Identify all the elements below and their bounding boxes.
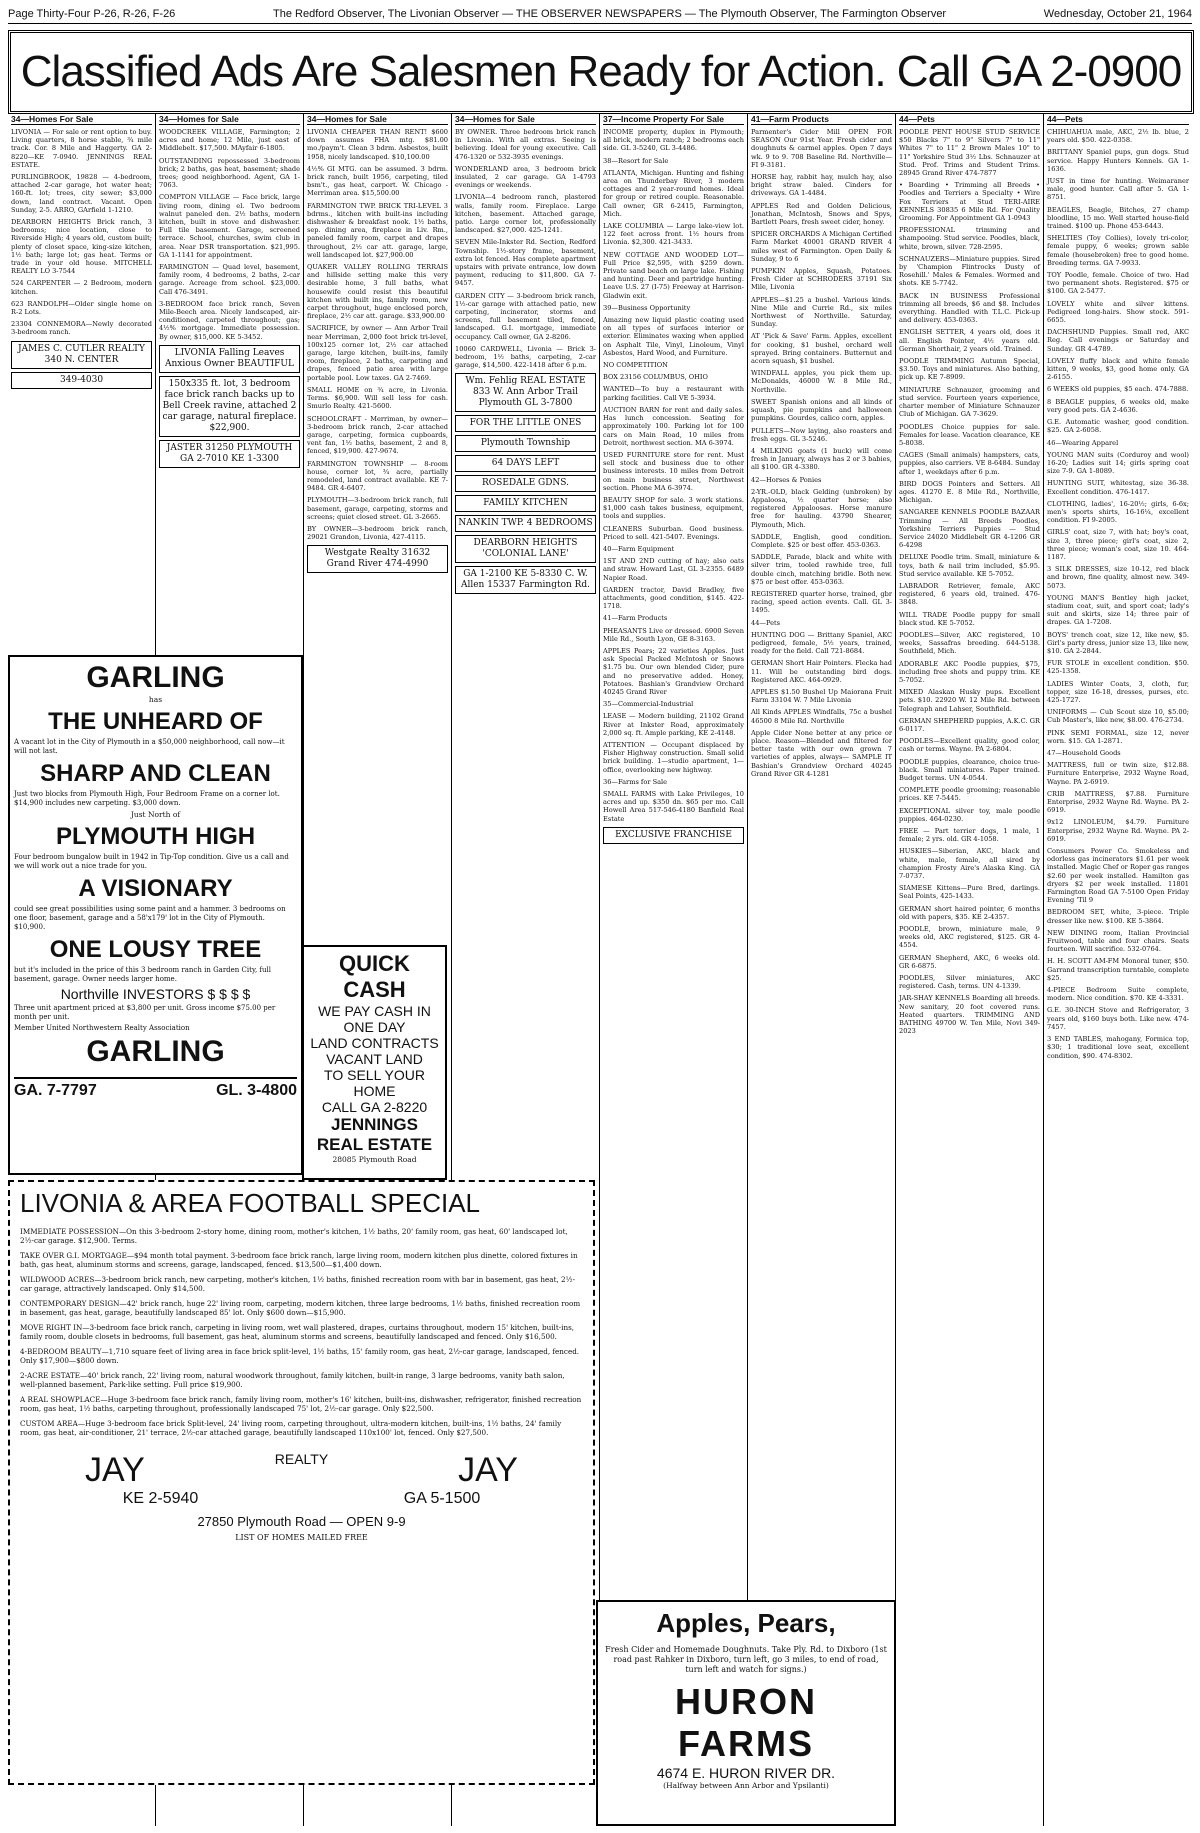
listing-item: CUSTOM AREA—Huge 3-bedroom face brick Split-level, 24' living room, carpeting throughout, ultra-modern kitchen, built-ins, 1½ baths, 24' family room, gas heat, air-conditioner, 21' terrace, 2½-car attached garage, beautifully landscaped 110x100' lot, fenced. Only $27,500.	[20, 1419, 562, 1437]
listing-item: A REAL SHOWPLACE—Huge 3-bedroom face brick ranch, family living room, mother's 16' kitchen, built-ins, dishwasher, refrigerator, finished recreation room, gas heat, 1½ baths, carpeting throughout, professionally landscaped 75' lot, 2½-car garage. Only $22,500.	[20, 1395, 582, 1413]
display-ad: Westgate Realty 31632 Grand River 474-4990	[307, 545, 448, 573]
classified-ad: BACK IN BUSINESS Professional trimming all breeds, $6 and $8. Includes everything. Handled with T.L.C. Pick-up and delivery. 453-0363.	[899, 291, 1040, 325]
jay-phone: GA 5-1500	[403, 1490, 481, 1507]
garling-heading: ONE LOUSY TREE	[49, 936, 262, 963]
classified-ad: CLEANERS Suburban. Good business. Priced to sell. 421-5407. Evenings.	[603, 524, 744, 541]
classified-ad: NEW COTTAGE AND WOODED LOT—Full Price $2,595, with $259 down. Private sand beach on large lake. Fishing and hunting. Deer and partridge hunting. Leave U.S. 27 (I-75) Freeway at Harrison-Gladwin exit.	[603, 250, 744, 300]
garling-text: Just two blocks from Plymouth High, Four Bedroom Frame on a corner lot. $14,900 includes new carpeting. $3,000 down.	[14, 790, 280, 807]
classified-ad: FARMINGTON TOWNSHIP — 8-room house, corner lot, ¾ acre, partially remodeled, land contract available. KE 7-9484. GR 4-6407.	[307, 459, 448, 493]
section-heading: 34—Homes For Sale	[11, 114, 152, 125]
classified-ad: 36—Farms for Sale	[603, 777, 668, 786]
classified-ad: SMALL HOME on ¾ acre, in Livonia. Terms. $6,900. Will sell less for cash. Smurlo Realty. 421-5600.	[307, 385, 448, 411]
listing-item: CONTEMPORARY DESIGN—42' brick ranch, huge 22' living room, carpeting, modern kitchen, three large bedrooms, 1½ baths, finished recreation room in basement, gas heat, garage, beautifully landscaped 85' lot. Only $600 down—$15,900.	[20, 1299, 581, 1317]
display-ad: EXCLUSIVE FRANCHISE	[603, 827, 744, 844]
classified-ad: GARDEN CITY — 3-bedroom brick ranch, 1½-car garage with attached patio, new carpeting, incinerator, storms and screens, full basement tiled, fenced, landscaped. G.I. mortgage, immediate occupancy. Call owner, GA 2-8206.	[455, 291, 596, 341]
classified-ad: POODLE PENT HOUSE STUD SERVICE $50 Blacks 7" to 9" Silvers 7" to 11" Whites 7" to 11" 2 Brown Males 10" to 11" Yorkshire Stud 3½ Lbs. Schnauzer at Stud. Prof. Trims and Student Trims. 28945 Grand River 474-7877	[899, 128, 1040, 178]
classified-ad: COMPLETE poodle grooming; reasonable prices. KE 7-5445.	[899, 786, 1040, 803]
classified-ad: G.E. Automatic washer, good condition. $25. GA 2-6058.	[1047, 418, 1189, 435]
classified-ad: USED FURNITURE store for rent. Must sell stock and business due to other business interests. 10 miles from Detroit on main business street, Northwest section. Phone MA 6-3974.	[603, 450, 744, 492]
classified-column	[600, 114, 748, 1826]
display-ad: Wm. Fehlig REAL ESTATE 833 W. Ann Arbor Trail Plymouth GL 3-7800	[455, 373, 596, 412]
classified-ad: COMPTON VILLAGE — Face brick, large living room, dining el. Two bedroom walnut paneled den. 2½ baths, modern kitchen, built in stove and dishwasher. Full tile basement. Garage, screened terrace. School, churches, swim club in area. Near DSR transportation. $21,995. GA 1-1141 for appointment.	[159, 193, 300, 259]
classified-ad: PULLETS—Now laying, also roasters and fresh eggs. GL 3-5246.	[751, 426, 892, 443]
section-heading: 44—Pets	[1047, 114, 1189, 125]
classified-ad: LADIES Winter Coats, 3, cloth, fur, topper, size 16-18, dresses, purses, etc. 425-1727.	[1047, 679, 1189, 704]
garling-heading: Just North of	[130, 810, 181, 819]
classified-ad: POODLE TRIMMING Autumn Special, $3.50. Toys and miniatures. Also bathing, pick up. KE 7-8909.	[899, 357, 1040, 382]
huron-title: Apples, Pears,	[656, 1608, 836, 1638]
huron-name: HURON FARMS	[675, 1681, 817, 1764]
classified-ad: 38—Resort for Sale	[603, 156, 669, 165]
garling-text: but it's included in the price of this 3 bedroom ranch in Garden City, full basement, garage. Owner needs larger home.	[14, 966, 271, 983]
garling-text: A vacant lot in the City of Plymouth in a $50,000 neighborhood, call now—it will not last.	[14, 738, 285, 755]
listing-item: IMMEDIATE POSSESSION—On this 3-bedroom 2-story home, dining room, mother's kitchen, 1½ baths, 20' family room, gas heat, 60' landscaped lot, 2½-car garage. $12,900. Terms.	[20, 1227, 568, 1245]
jay-address: 27850 Plymouth Road — OPEN 9-9	[197, 1514, 406, 1529]
classified-ad: 4-PIECE Bedroom Suite complete, modern. Nice condition. $70. KE 4-3331.	[1047, 986, 1189, 1003]
classified-ad: POODLE puppies, clearance, choice true-black. Small miniatures. Paper trained. Budget terms. UN 4-0544.	[899, 757, 1040, 783]
classified-ad: EXCEPTIONAL silver toy, male poodle puppies. 464-0230.	[899, 806, 1040, 823]
garling-phone: GA. 7-7797	[14, 1082, 97, 1099]
classified-ad: POODLES, Silver miniatures, AKC registered. Cash, terms. UN 4-1339.	[899, 974, 1040, 991]
classified-ad: APPLES—$1.25 a bushel. Various kinds. Nine Mile and Currie Rd., six miles Northwest of Northville. Saturday, Sunday.	[751, 295, 892, 329]
section-heading: 34—Homes for Sale	[159, 114, 300, 125]
quick-line: JENNINGS REAL ESTATE	[316, 1115, 433, 1154]
classified-ad: QUAKER VALLEY ROLLING TERRAIS and hillside setting make this very desirable home, 3 full baths, what housewife could resist this beautiful kitchen with built ins, family room, new carpet throughout, huge enclosed porch, fireplace, 2½ car att. garage. $33,900.00	[307, 263, 448, 321]
classified-ad: MIXED Alaskan Husky pups. Excellent pets. $10. 22920 W. 12 Mile Rd. between Telegraph and Lahser, Southfield.	[899, 688, 1040, 713]
classified-ad: PINK SEMI FORMAL, size 12, never worn. $15. GA 1-2871.	[1047, 728, 1189, 745]
classified-ad: HUSKIES—Siberian, AKC, black and white, male, female, all sired by champion Frosty Aire's Alaska King. GA 7-0737.	[899, 847, 1040, 881]
display-ad: GA 1-2100 KE 5-8330 C. W. Allen 15337 Farmington Rd.	[455, 566, 596, 594]
classified-ad: ENGLISH SETTER, 4 years old, does it all. English Pointer, 4½ years old. German Shorthair, 2 years old. Trained.	[899, 328, 1040, 353]
paper-names: The Redford Observer, The Livonian Observer — THE OBSERVER NEWSPAPERS — The Plymouth Observer, The Farmington Observer	[273, 8, 947, 20]
listing-item: MOVE RIGHT IN—3-bedroom face brick ranch, carpeting in living room, wet wall plastered, drapes, curtains throughout, modern 15' kitchen, built-ins, family room, double closets in bedrooms, full basement, gas heat, aluminum storms and screens, beautifully landscaped and fenced. Only $16,500.	[20, 1323, 575, 1341]
classified-column	[748, 114, 896, 1826]
classified-ad: BY OWNER. Three bedroom brick ranch in Livonia. With all extras. Seeing is believing. Ideal for young executive. Call 476-1320 or 532-3935 evenings.	[455, 128, 596, 161]
classified-ad: NO COMPETITION	[603, 361, 668, 370]
classified-ad: 10060 CARDWELL, Livonia — Brick 3-bedroom, 1½ baths, carpeting, 2-car garage, $14,500. 422-1418 after 6 p.m.	[455, 344, 596, 370]
classified-banner: Classified Ads Are Salesmen Ready for Action. Call GA 2-0900	[8, 30, 1194, 114]
classified-ad: • Boarding • Trimming all Breeds • Poodles and Terriers a Specialty • Wire Fox Terriers at Stud TERI-AIRE KENNELS 30835 6 Mile Rd. For Quality Grooming. For Appointment GA 1-0943	[899, 181, 1040, 223]
classified-ad: WILL TRADE Poodle puppy for small black stud. KE 5-7052.	[899, 610, 1040, 627]
classified-ad: All Kinds APPLES Windfalls, 75c a bushel 46500 8 Mile Rd. Northville	[751, 708, 892, 725]
classified-ad: HUNTING DOG — Brittany Spaniel, AKC pedigreed, female, 5½ years, trained, ready for the field. Call 721-8684.	[751, 630, 892, 656]
classified-ad: 8 BEAGLE puppies, 6 weeks old, make very good pets. GA 2-4636.	[1047, 397, 1189, 414]
classified-ad: DACHSHUND Puppies. Small red, AKC Reg. Call evenings or Saturday and Sunday. GR 4-4789.	[1047, 328, 1189, 353]
classified-ad: 6 WEEKS old puppies, $5 each. 474-7888.	[1047, 385, 1189, 394]
classified-ad: 2-YR.-OLD, black Gelding (unbroken) by Appaloosa, ½ quarter horse; also registered Appaloosas. Horse manure free for hauling. 43790 Shearer, Plymouth, Mich.	[751, 487, 892, 529]
classified-ad: GARDEN tractor, David Bradley, five attachments, good condition, $145. 422-1718.	[603, 585, 744, 611]
section-heading: 44—Pets	[899, 114, 1040, 125]
classified-ad: POODLES—Excellent quality, good color, cash or terms. Wayne. PA 2-6804.	[899, 737, 1040, 754]
classified-ad: BIRD DOGS Pointers and Setters. All ages. 41270 E. 8 Mile Rd., Northville, Michigan.	[899, 479, 1040, 505]
classified-ad: 39—Business Opportunity	[603, 303, 691, 312]
display-ad: 150x335 ft. lot, 3 bedroom face brick ranch backs up to Bell Creek ravine, attached 2 car garage, natural fireplace. $22,900.	[159, 376, 300, 437]
classified-ad: 41—Farm Products	[603, 614, 668, 623]
classified-ad: LIVONIA CHEAPER THAN RENT! $600 down assumes FHA mtg. $81.00 mo./paym't. Clean 3 bdrm. Asbestos, built 1958, nicely landscaped. $10,100.00	[307, 128, 448, 161]
classified-ad: 23304 CONNEMORA—Newly decorated 3-bedroom ranch.	[11, 320, 152, 337]
classified-ad: 47—Household Goods	[1047, 749, 1121, 757]
classified-ad: 44—Pets	[751, 618, 781, 627]
classified-ad: 9x12 LINOLEUM, $4.79. Furniture Enterprise, 2932 Wayne Rd. Wayne. PA 2-6919.	[1047, 818, 1189, 843]
classified-ad: HORSE hay, rabbit hay, mulch hay, also bright straw baled. Cinders for driveways. GA 1-4484.	[751, 173, 892, 198]
classified-ad: AUCTION BARN for rent and daily sales. Has lunch concession. Seating for approximately 100. Parking lot for 100 cars on Main Road, 10 miles from Detroit, northwest section. MA 6-3974.	[603, 405, 744, 447]
classified-ad: HUNTING SUIT, whitestag, size 36-38. Excellent condition. 476-1417.	[1047, 479, 1189, 496]
quick-line: WE PAY CASH IN ONE DAY	[318, 1003, 431, 1035]
classified-ad: PHEASANTS Live or dressed. 6900 Seven Mile Rd., South Lyon, GE 8-3163.	[603, 626, 744, 643]
display-ad: LIVONIA Falling Leaves Anxious Owner BEAUTIFUL	[159, 345, 300, 373]
classified-ad: ATLANTA, Michigan. Hunting and fishing area on Thunderbay River, 3 modern cottages and 2 year-round homes. Ideal for group or retired couple. Reasonable. Call owner, GR 6-2415, Farmington, Mich.	[603, 168, 744, 218]
classified-ad: INCOME property, duplex in Plymouth; all brick, modern ranch; 2 bedrooms each side. GL 3-5240, GL 3-4486.	[603, 128, 744, 153]
listing-item: 2-ACRE ESTATE—40' brick ranch, 22' living room, natural woodwork throughout, family kitchen, built-in range, 3 large bedrooms, vanity bath salon, well-planned basement, Park-like setting. Full price $19,900.	[20, 1371, 565, 1389]
classified-ad: DEARBORN HEIGHTS Brick ranch, 3 bedrooms; nice location, close to Riverside High; 4 years old, custom built; plenty of closet space, king-size kitchen, 1½ bath; large lot; gas heat. Terms or trade in your old house. MITCHELL REALTY LO 3-7544	[11, 218, 152, 276]
section-heading: 34—Homes for Sale	[307, 114, 448, 125]
classified-ad: 42—Horses & Ponies	[751, 475, 822, 484]
quick-line: CALL GA 2-8220	[321, 1099, 428, 1115]
garling-title: GARLING	[86, 1035, 225, 1068]
classified-ad: BY OWNER—3-bedroom brick ranch, 29021 Grandon, Livonia, 427-4115.	[307, 524, 448, 542]
classified-ad: 35—Commercial-Industrial	[603, 700, 694, 709]
classified-ad: GERMAN Shepherd, AKC, 6 weeks old. GR 6-6875.	[899, 953, 1040, 970]
quick-cash-ad	[302, 945, 447, 1180]
classified-ad: SADDLE, Parade, black and white with silver trim, tooled rawhide tree, full double cinch, matching bridle. Both new. $75 or best offer. 453-0363.	[751, 553, 892, 586]
classified-ad: LEASE — Modern building, 21102 Grand River at Inkster Road, approximately 2,000 sq. ft. Ample parking, KE 2-4148.	[603, 712, 744, 737]
garling-heading: Northville INVESTORS $ $ $ $	[60, 986, 251, 1002]
garling-heading: SHARP AND CLEAN	[40, 760, 271, 787]
display-ad: JAMES C. CUTLER REALTY 340 N. CENTER	[11, 341, 152, 369]
classified-ad: LIVONIA — For sale or rent option to buy. Living quarters, 8 horse stable, ¾ mile track. Cor. 8 Mile and Haggerty. GA 2-8220—KE 7-0940. JENNINGS REAL ESTATE.	[11, 128, 152, 169]
listing-item: WILDWOOD ACRES—3-bedroom brick ranch, new carpeting, mother's kitchen, 1½ baths, finished recreation room with bar in basement, gas heat, 2½-car garage, attractively landscaped. Only $14,500.	[20, 1275, 575, 1293]
classified-ad: CRIB MATTRESS, $7.88. Furniture Enterprise, 2932 Wayne Rd. Wayne. PA 2-6919.	[1047, 789, 1189, 815]
classified-ad: NEW DINING room, Italian Provincial Fruitwood, table and four chairs. Seats fourteen. Will sacrifice. 532-0764.	[1047, 928, 1189, 954]
classified-ad: H. H. SCOTT AM-FM Monoral tuner, $50. Garrand transcription turntable, complete $25.	[1047, 957, 1189, 982]
classified-column	[896, 114, 1044, 1826]
classified-ad: SHELTIES (Toy Collies), lovely tri-color, female puppy, 6 weeks; grown sable female (housebroken) free to good home. Breeding terms. GA 7-9933.	[1047, 234, 1189, 267]
garling-heading: A VISIONARY	[78, 875, 233, 902]
classified-ad: WINDFALL apples, you pick them up. McDonalds, 46000 W. 8 Mile Rd., Northville.	[751, 369, 892, 394]
garling-has: has	[148, 695, 163, 704]
classified-ad: MATTRESS, full or twin size, $12.88. Furniture Enterprise, 2932 Wayne Road, Wayne. PA 2-6919.	[1047, 761, 1189, 786]
classified-ad: APPLES Red and Golden Delicious, Jonathan, McIntosh, Snows and Spys, Bartlett Pears, fresh sweet cider, honey.	[751, 201, 892, 227]
garling-text: Four bedroom bungalow built in 1942 in Tip-Top condition. Give us a call and we will work out a nice trade for you.	[14, 853, 289, 870]
classified-ad: SCHOOLCRAFT - Merriman, by owner—3-bedroom brick ranch, 2-car attached garage, carpeting, formica cupboards, vent fan, 1½ baths, basement, 2 and 8, fenced, $19,900. 427-9674.	[307, 414, 448, 456]
classified-ad: SCHNAUZERS—Miniature puppies. Sired by 'Champion Flintrocks Dusty of Rosehill.' Males & Females. Wormed and shots. KE 5-7742.	[899, 254, 1040, 288]
classified-ad: 3 SILK DRESSES, size 10-12, red black and brown, fine quality, almost new. 349-5073.	[1047, 565, 1189, 590]
classified-ad: SPICER ORCHARDS A Michigan Certified Farm Market 40001 GRAND RIVER 4 miles west of Farmington. Open Daily & Sunday, 9 to 6	[751, 230, 892, 263]
issue-date: Wednesday, October 21, 1964	[1043, 8, 1192, 20]
classified-ad: APPLES $1.50 Bushel Up Maiorana Fruit Farm 33104 W. 7 Mile Livonia	[751, 687, 892, 705]
classified-ad: WOODCREEK VILLAGE, Farmington; 2 acres and home; 12 Mile, just east of Middlebelt. $17,500. MAyfair 6-1805.	[159, 128, 300, 153]
classified-ad: GERMAN SHEPHERD puppies, A.K.C. GR 6-0117.	[899, 716, 1040, 733]
jay-right: JAY	[458, 1451, 518, 1489]
classified-ad: CAGES (Small animals) hampsters, cats, puppies, also carriers. VE 8-6484. Sunday after 1, weekdays after 6 p.m.	[899, 451, 1040, 476]
classified-ad: LIVONIA—4 bedroom ranch, plastered walls, family room. Fireplace. Large kitchen, basement. Attached garage, patio. Large corner lot, professionally landscaped. $27,000. 425-1241.	[455, 193, 596, 235]
classified-ad: BOX 23156 COLUMBUS, OHIO	[603, 373, 708, 382]
classified-ad: 3-BEDROOM face brick ranch, Seven Mile-Beech area. Nicely landscaped, air-conditioned, carpeted throughout; gas; 4½% mortgage. Immediate possession. By owner, $15,000. KE 5-3452.	[159, 299, 300, 341]
classified-ad: GERMAN Short Hair Pointers. Flecka had 11. Will be outstanding bird dogs. Registered AKC. 464-0929.	[751, 659, 892, 684]
classified-ad: TOY Poodle, female. Choice of two. Had two permanent shots. Registered. $75 or $100. GA 2-5477.	[1047, 271, 1189, 296]
display-ad: DEARBORN HEIGHTS 'COLONIAL LANE'	[455, 535, 596, 563]
garling-text: could see great possibilities using some paint and a hammer. 3 bedrooms on one floor, basement, garage and a 58'x179' lot in the City of Plymouth. $10,900.	[14, 905, 286, 931]
jay-left: JAY	[84, 1451, 145, 1489]
classified-ad: UNIFORMS — Cub Scout size 10, $5.00; Cub Master's, like new, $8.00. 476-2734.	[1047, 708, 1189, 725]
display-ad: 349-4030	[11, 372, 152, 389]
classified-ad: LAKE COLUMBIA — Large lake-view lot. 122 feet across front. 1½ hours from Livonia. $2,300. 421-3433.	[603, 222, 744, 247]
classified-ad: 4 MILKING goats (1 buck) will come fresh in January, always has 2 or 3 babies, all $100. GR 4-3380.	[751, 446, 893, 472]
classified-ad: ATTENTION — Occupant displaced by Fisher Highway construction. Small solid brick building. 1—studio apartment, 1—office, overlooking new highway.	[603, 741, 744, 774]
classified-ad: SANGAREE KENNELS POODLE BAZAAR Trimming — All Breeds Poodles, Yorkshire Terriers Puppies — Stud Service 24020 Middlebelt GR 4-1206 GR 6-4298	[899, 508, 1040, 550]
quick-line: 28085 Plymouth Road	[332, 1155, 417, 1164]
garling-phone: GL. 3-4800	[216, 1082, 297, 1099]
classified-ad: LOVELY white and silver kittens. Pedigreed long-hairs. Show stock. 591-6655.	[1047, 299, 1189, 325]
display-ad: JASTER 31250 PLYMOUTH GA 2-7010 KE 1-3300	[159, 440, 300, 468]
classified-ad: JAR-SHAY KENNELS Boarding all breeds. New sanitary, 20 foot covered runs. Heated quarters. TRIMMING AND BATHING 49700 W. Ten Mile, Novi 349-2023	[899, 994, 1040, 1036]
display-ad: ROSEDALE GDNS.	[455, 475, 596, 492]
classified-ad: DELUXE Poodle trim. Small, miniature & toys, bath & nail trim included, $5.95. Stud service available. KE 5-7052.	[899, 553, 1040, 578]
jay-realty: REALTY	[274, 1451, 329, 1467]
quick-line: LAND CONTRACTS VACANT LAND	[310, 1035, 439, 1067]
classified-ad: PURLINGBROOK, 19828 — 4-bedroom, attached 2-car garage, hot water heat; 160-ft. lot; trees, city sewer; $3,000 down, land contract. Vacant. Open Sunday, 2-5. ARRO, GArfield 1-1210.	[11, 173, 152, 214]
classified-ad: APPLES Pears; 22 varieties Apples. Just ask Special Packed McIntosh or Snows $1.75 bu. Our own blended Cider, pure and no preservative added. Honey, Potatoes. Bashian's Grandview Orchard 40245 Grand River	[603, 646, 744, 696]
garling-member: Member United Northwestern Realty Association	[14, 1024, 190, 1032]
classified-column	[1044, 114, 1192, 1826]
classified-ad: LOVELY fluffy black and white female kitten, 9 weeks, $3, good home only. GA 2-6155.	[1047, 356, 1189, 382]
classified-ad: BEAGLES, Beagle, Bitches, 27 champ bloodline, 15 mo. Well started house-field trained. $100 up. Phone 453-6443.	[1047, 205, 1189, 231]
classified-ad: YOUNG MAN'S Bentley high jacket, stadium coat, suit, and sport coat; lady's suit and skirts, size 14; three pair of drapes. GA 1-7208.	[1047, 593, 1189, 627]
classified-ad: SEVEN Mile-Inkster Rd. Section, Redford Township. 1½-story frame, basement, extra lot fenced. Has complete apartment upstairs with private entrance, low down payment, reducing to $11,800. GA 7-9457.	[455, 238, 596, 288]
classified-ad: FUR STOLE in excellent condition. $50. 425-1358.	[1047, 659, 1189, 676]
classified-ad: CHIHUAHUA male, AKC, 2½ lb. blue, 2 years old. $50. 422-0358.	[1047, 128, 1189, 145]
display-ad: FOR THE LITTLE ONES	[455, 415, 596, 432]
classified-ad: SIAMESE Kittens—Pure Bred, darlings. Seal Points, 425-1433.	[899, 884, 1040, 901]
classified-ad: BEAUTY SHOP for sale. 3 work stations. $1,000 cash takes business, equipment, tools and supplies.	[603, 495, 744, 521]
garling-text: Three unit apartment priced at $3,800 per unit. Gross income $75.00 per month per unit.	[14, 1004, 276, 1021]
classified-ad: Consumers Power Co. Smokeless and odorless gas incinerators $1.61 per week installed. Magic Chef or Roper gas ranges $2.60 per week installed. Hamilton gas dryers $2 per week installed. 11801 Farmington Road GA 7-5100 Open Friday Evening 'Til 9	[1047, 847, 1189, 905]
classified-ad: 40—Farm Equipment	[603, 544, 675, 553]
classified-ad: PUMPKIN Apples, Squash, Potatoes. Fresh Cider at SCHRODERS 37191 Six Mile, Livonia	[751, 267, 892, 292]
listing-item: 4-BEDROOM BEAUTY—1,710 square feet of living area in face brick split-level, 1½ baths, 15' family room, gas heat, 2½-car garage, landscaped, fenced. Only $17,900—$800 down.	[20, 1347, 580, 1365]
display-ad: NANKIN TWP. 4 BEDROOMS	[455, 515, 596, 532]
section-heading: 41—Farm Products	[751, 114, 892, 125]
livonia-title: LIVONIA & AREA FOOTBALL SPECIAL	[20, 1188, 481, 1218]
classified-ad: YOUNG MAN suits (Corduroy and wool) 16-20; Ladies suit 14; girls spring coat size 7-9. GA 1-8089.	[1047, 450, 1189, 476]
classified-ad: REGISTERED quarter horse, trained, gbr racing, speed action events. Call. GL 3-1495.	[751, 589, 892, 615]
classified-ad: GERMAN short haired pointer, 6 months old with papers, $35. KE 2-4357.	[899, 904, 1040, 921]
classified-ad: WONDERLAND area, 3 bedroom brick insulated, 2 car garage. GA 1-4793 evenings or weekends.	[455, 164, 596, 190]
section-heading: 37—Income Property For Sale	[603, 114, 744, 125]
quick-line: TO SELL YOUR HOME	[324, 1067, 425, 1099]
section-heading: 34—Homes for Sale	[455, 114, 596, 125]
classified-ad: POODLE, brown, miniature male, 9 weeks old, AKC registered, $125. GR 4-4554.	[899, 925, 1040, 950]
classified-ad: POODLES Choice puppies for sale. Females for lease. Vacation clearance, KE 5-8038.	[899, 422, 1040, 447]
jay-list: LIST OF HOMES MAILED FREE	[235, 1533, 368, 1542]
classified-ad: 3 END TABLES, mahogany, Formica top, $30; 1 traditional love seat, excellent condition, $90. 474-8302.	[1047, 1035, 1189, 1060]
classified-ad: AT 'Pick & Save' Farm. Apples, excellent for cooking, $1 bushel, orchard well sprayed. Bring containers. Butternut and acorn squash, $1 bushel.	[751, 332, 892, 366]
display-ad: FAMILY KITCHEN	[455, 495, 596, 512]
classified-ad: SACRIFICE, by owner — Ann Arbor Trail near Merriman, 2,000 foot brick tri-level, 100x125 corner lot, 2½ car attached garage, large kitchen, built-ins, family room, fireplace, 2 baths, carpeting and drapes, fenced patio area with large portable pool. Low taxes. GA 2-7469.	[307, 324, 448, 382]
display-ad: 64 DAYS LEFT	[455, 455, 596, 472]
classified-ad: CLOTHING, ladies', 16-20½; girls, 6-6x; men's sports shirts, 16-16¼, excellent condition. FI 9-2005.	[1047, 499, 1189, 525]
display-ad: Plymouth Township	[455, 435, 596, 452]
classified-ad: 623 RANDOLPH—Older single home on R-2 Lots.	[11, 299, 152, 317]
classified-ad: Amazing new liquid plastic coating used on all types of surfaces interior or exterior. Eliminates waxing when applied on Asphalt Tile, Vinyl, Linoleum, Vinyl Asbestos, Hard Wood, and Furniture.	[603, 316, 744, 357]
classified-ad: PLYMOUTH—3-bedroom brick ranch, full basement, garage, carpeting, storms and screens; quiet closed street. GL 3-2665.	[307, 496, 448, 521]
classified-ad: ADORABLE AKC Poodle puppies, $75, including free shots and puppy trim. KE 5-7052.	[899, 659, 1040, 684]
garling-heading: PLYMOUTH HIGH	[55, 823, 256, 850]
classified-ad: G.E. 30-INCH Stove and Refrigerator, 3 years old, $160 buys both. Like new. 474-7457.	[1047, 1006, 1189, 1031]
classified-ad: JUST in time for hunting. Weimaraner male, good hunter. Call after 5. GA 1-8751.	[1047, 177, 1189, 202]
classified-ad: Apple Cider None better at any price or place. Reason—Blended and filtered for better taste with our own grown 7 varieties of apples, always— SAMPLE IT Bashian's Grandview Orchard 40245 Grand River GR 4-1281	[751, 728, 892, 778]
classified-ad: OUTSTANDING repossessed 3-bedroom brick; 2 baths, gas heat, basement; shade trees; good neighborhood. Agent, GA 1-7063.	[159, 156, 300, 190]
huron-farms-ad	[596, 1600, 896, 1826]
classified-ad: 524 CARPENTER — 2 Bedroom, modern kitchen.	[11, 279, 152, 296]
classified-ad: BOYS' trench coat, size 12, like new, $5. Girl's party dress, junior size 13, like new, $10. GA 2-2844.	[1047, 630, 1189, 655]
classified-ad: LABRADOR Retriever, female, AKC registered, 6 years old, trained. 476-3848.	[899, 581, 1040, 607]
huron-text: Fresh Cider and Homemade Doughnuts. Take Ply. Rd. to Dixboro (1st road past Rahker in Dixboro, turn left, go 3 miles, to end of road, turn left and watch for signs.)	[605, 1645, 887, 1674]
classified-ad: 1ST AND 2ND cutting of hay; also oats and straw. Howard Last, GL 3-2355. 6489 Napier Road.	[603, 557, 744, 582]
classified-ad: FREE — Part terrier dogs, 1 male, 1 female; 2 yrs. old. GR 4-1058.	[899, 827, 1040, 844]
classified-ad: PROFESSIONAL trimming and shampooing. Stud service. Poodles, black, white, brown, silver. 728-2595.	[899, 226, 1040, 251]
running-head	[8, 8, 1192, 24]
classified-ad: BRITTANY Spaniel pups, gun dogs. Stud service. Happy Hunters Kennels. GA 1-1636.	[1047, 148, 1189, 173]
garling-heading: THE UNHEARD OF	[48, 708, 263, 735]
listing-item: TAKE OVER G.I. MORTGAGE—$94 month total payment. 3-bedroom face brick ranch, large living room, modern kitchen plus dinette, colored fixtures in bath, gas heat, aluminum storms and screens, garage, landscaped, fenced. $13,500—$1,400 down.	[20, 1251, 578, 1269]
classified-ad: 4½% GI MTG. can be assumed. 3 bdrm. brick ranch, built 1956, carpeting, tiled bsm't., gas heat, carport. W. Chicago - Merriman area. $15,500.00	[307, 164, 448, 198]
page-number: Page Thirty-Four P-26, R-26, F-26	[8, 8, 176, 20]
classified-ad: POODLES—Silver, AKC registered, 10 weeks, Sassafras breeding. 644-5138. Southfield, Mich.	[899, 630, 1040, 656]
classified-ad: BEDROOM SET, white, 3-piece. Triple dresser like new. $100. KE 5-3864.	[1047, 908, 1189, 925]
livonia-football-ad	[8, 1180, 595, 1785]
classified-ad: SADDLE, English, good condition. Complete. $25 or best offer. 453-0363.	[751, 532, 892, 549]
classified-ad: MINIATURE Schnauzer, grooming and stud service. Fourteen years experience, charter member of Miniature Schnauzer Club of Michigan. GA 7-3629.	[899, 385, 1040, 419]
classified-ad: GIRLS' coat, size 7, with hat; boy's coat, size 3, three piece; girl's coat, size 2, three piece; woman's coat, size 10. 464-1187.	[1047, 528, 1189, 561]
garling-title: GARLING	[86, 661, 225, 694]
huron-address: 4674 E. HURON RIVER DR.	[656, 1765, 836, 1781]
jay-phone: KE 2-5940	[122, 1490, 199, 1507]
classified-ad: WANTED—To buy a restaurant with parking facilities. Call VE 5-3934.	[603, 385, 744, 402]
classified-ad: Parmenter's Cider Mill OPEN FOR SEASON Our 91st Year. Fresh cider and doughnuts & carmel apples. Open 7 days wk. 9 to 9. 708 Baseline Rd. Northville—FI 9-3181.	[751, 128, 892, 169]
garling-ad	[8, 655, 303, 1175]
quick-title: QUICK CASH	[339, 951, 410, 1002]
classified-ad: 46—Wearing Apparel	[1047, 438, 1119, 447]
classified-ad: FARMINGTON — Quad level, basement, family room, 4 bedrooms, 2 baths, 2-car garage. Acreage from school. $23,000. Call 476-3491.	[159, 263, 300, 296]
classified-ad: SMALL FARMS with Lake Privileges, 10 acres and up. $350 dn. $65 per mo. Call Howell Area 517-546-4180 Banfield Real Estate	[603, 790, 744, 823]
huron-note: (Halfway between Ann Arbor and Ypsilanti)	[663, 1781, 829, 1790]
classified-ad: FARMINGTON TWP. BRICK TRI-LEVEL 3 bdrms., kitchen with built-ins including dishwasher & breakfast nook. 1½ baths, sep. dining area, fireplace in Liv. Rm., paneled family room, carpet and drapes throughout, 2½ car att. garage, large, well landscaped lot. $27,900.00	[307, 201, 448, 259]
classified-ad: SWEET Spanish onions and all kinds of squash, pie pumpkins and halloween pumpkins. Gourdes, calico corn, apples.	[751, 397, 892, 423]
